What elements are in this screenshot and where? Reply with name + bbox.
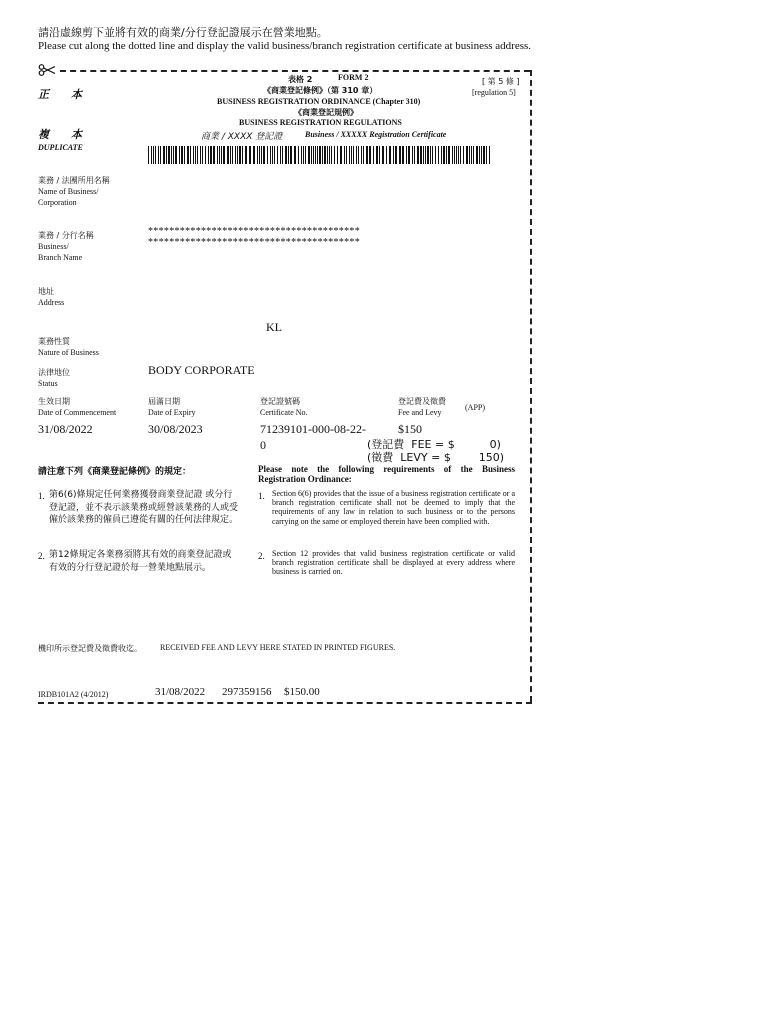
barcode-bar — [259, 146, 260, 164]
commence-label-en: Date of Commencement — [38, 408, 117, 417]
status-label-en: Status — [38, 379, 58, 388]
barcode-bar — [430, 146, 431, 164]
barcode-bar — [242, 146, 243, 164]
fee-line: (登記費 FEE = $ 0) — [367, 438, 501, 451]
barcode-bar — [427, 146, 429, 164]
notes-heading-zh: 請注意下列《商業登記條例》的規定： — [38, 467, 192, 477]
commence-value: 31/08/2022 — [38, 422, 93, 436]
barcode-bar — [356, 146, 357, 164]
barcode-bar — [160, 146, 161, 164]
note-zh-1-num: 1. — [38, 491, 45, 501]
barcode-bar — [261, 146, 262, 164]
barcode-bar — [249, 146, 251, 164]
nature-label-en: Nature of Business — [38, 348, 99, 357]
receipt-date: 31/08/2022 — [155, 686, 206, 698]
barcode-bar — [155, 146, 156, 164]
name-label-en-2: Corporation — [38, 198, 77, 207]
barcode-bar — [423, 146, 424, 164]
barcode-bar — [219, 146, 220, 164]
note-zh-2-text: 第12條規定各業務須將其有效的商業登記證或有效的分行登記證於每一營業地點展示。 — [49, 550, 232, 573]
barcode-bar — [173, 146, 174, 164]
branch-label-zh: 業務 / 分行名稱 — [38, 231, 94, 240]
barcode-bar — [366, 146, 368, 164]
barcode-bar — [344, 146, 345, 164]
barcode-bar — [230, 146, 231, 164]
original-label: 正 本 — [38, 88, 82, 101]
barcode-bar — [393, 146, 394, 164]
barcode-bar — [346, 146, 347, 164]
barcode-bar — [483, 146, 485, 164]
note-zh-2-num: 2. — [38, 551, 45, 561]
barcode-bar — [361, 146, 362, 164]
fee-app-label: (APP) — [465, 403, 486, 412]
barcode-bar — [313, 146, 314, 164]
barcode-bar — [213, 146, 215, 164]
barcode-bar — [319, 146, 321, 164]
expiry-label-en: Date of Expiry — [148, 408, 196, 417]
barcode-bar — [435, 146, 436, 164]
note-en-1-text: Section 6(6) provides that the issue of a business registration certificate or a branch registration certificate shall not be deemed to imply that the requirements of any law in relation to such business or to the persons carrying on the same or employed therein have been complied with. — [272, 489, 515, 526]
barcode-bar — [239, 146, 241, 164]
address-label-en: Address — [38, 298, 65, 307]
barcode-bar — [223, 146, 225, 164]
barcode-bar — [305, 146, 306, 164]
barcode-bar — [402, 146, 404, 164]
barcode-bar — [263, 146, 265, 164]
barcode-bar — [448, 146, 450, 164]
receipt-number: 297359156 — [222, 686, 272, 698]
barcode-bar — [414, 146, 415, 164]
branch-value-1: **************************************** — [148, 226, 360, 237]
note-zh-1-text: 第6(6)條規定任何業務獲發商業登記證 或分行登記證，並不表示該業務或經營該業務的人或受僱於該業務的僱員已遵從有關的任何法律規定。 — [49, 490, 239, 526]
note-en-2-num: 2. — [258, 551, 265, 561]
address-label-zh: 地址 — [38, 287, 54, 296]
barcode-bar — [337, 146, 338, 164]
received-en: RECEIVED FEE AND LEVY HERE STATED IN PRINTED FIGURES. — [160, 643, 396, 652]
barcode-bar — [489, 146, 490, 164]
barcode-bar — [202, 146, 203, 164]
barcode-bar — [466, 146, 468, 164]
barcode-bar — [317, 146, 318, 164]
note-en-1-num: 1. — [258, 491, 265, 501]
barcode-bar — [425, 146, 426, 164]
cert-no-label-en: Certificate No. — [260, 408, 308, 417]
barcode-bar — [369, 146, 371, 164]
barcode-bar — [221, 146, 222, 164]
barcode-bar — [382, 146, 384, 164]
barcode-bar — [303, 146, 304, 164]
barcode-bar — [200, 146, 201, 164]
barcode-bar — [486, 146, 487, 164]
barcode-bar — [190, 146, 191, 164]
barcode-bar — [471, 146, 472, 164]
barcode-bar — [253, 146, 255, 164]
barcode-bar — [395, 146, 397, 164]
barcode-bar — [232, 146, 233, 164]
levy-line: (徵費 LEVY = $ 150) — [367, 451, 505, 464]
barcode-bar — [245, 146, 247, 164]
barcode-bar — [285, 146, 287, 164]
cut-line-top — [60, 70, 530, 72]
receipt-amount: $150.00 — [284, 686, 320, 698]
barcode-bar — [274, 146, 275, 164]
notes-heading-en: Please note the following requirements of the Business Registration Ordinance: — [258, 464, 515, 485]
regulation-ref-zh: [ 第 5 條 ] — [482, 77, 520, 86]
fee-label-en: Fee and Levy — [398, 408, 442, 417]
barcode-bar — [476, 146, 478, 164]
expiry-label-zh: 屆滿日期 — [148, 397, 180, 406]
instruction-en: Please cut along the dotted line and display the valid business/branch registration certificate at business address. — [38, 40, 532, 52]
expiry-value: 30/08/2023 — [148, 422, 203, 436]
barcode-bar — [290, 146, 292, 164]
barcode-bar — [460, 146, 461, 164]
barcode-bar — [454, 146, 455, 164]
barcode-bar — [298, 146, 299, 164]
barcode-bar — [353, 146, 354, 164]
cert-no-value-1: 71239101-000-08-22- — [260, 422, 366, 436]
barcode-bar — [217, 146, 218, 164]
barcode-bar — [181, 146, 183, 164]
regulation-ref-en: [regulation 5] — [472, 88, 516, 97]
regulations-en: BUSINESS REGISTRATION REGULATIONS — [239, 118, 402, 127]
barcode-bar — [458, 146, 459, 164]
barcode-bar — [175, 146, 177, 164]
barcode-bar — [280, 146, 281, 164]
barcode-bar — [171, 146, 172, 164]
barcode-bar — [376, 146, 378, 164]
barcode-bar — [311, 146, 312, 164]
barcode-bar — [315, 146, 316, 164]
nature-label-zh: 業務性質 — [38, 337, 70, 346]
barcode-bar — [235, 146, 236, 164]
barcode-bar — [294, 146, 296, 164]
barcode-bar — [408, 146, 410, 164]
barcode-bar — [473, 146, 474, 164]
barcode-bar — [322, 146, 323, 164]
barcode-bar — [456, 146, 457, 164]
barcode-bar — [272, 146, 273, 164]
barcode-bar — [166, 146, 167, 164]
barcode-bar — [432, 146, 433, 164]
cut-line-right — [530, 70, 532, 702]
barcode-bar — [153, 146, 154, 164]
scissors-icon — [38, 64, 56, 76]
barcode-bar — [187, 146, 189, 164]
barcode-bar — [329, 146, 330, 164]
cert-title-zh: 商業 / XXXX 登記證 — [201, 132, 283, 142]
instruction-zh: 請沿虛線剪下並將有效的商業/分行登記證展示在營業地點。 — [38, 26, 328, 39]
cert-no-label-zh: 登記證號碼 — [260, 397, 300, 406]
commence-label-zh: 生效日期 — [38, 397, 70, 406]
barcode-bar — [227, 146, 229, 164]
barcode-bar — [351, 146, 352, 164]
fee-label-zh: 登記費及徵費 — [398, 397, 446, 406]
barcode-bar — [438, 146, 439, 164]
cert-no-value-2: 0 — [260, 438, 266, 452]
name-label-en-1: Name of Business/ — [38, 187, 99, 196]
cut-line-bottom — [38, 702, 532, 704]
barcode-bar — [179, 146, 180, 164]
barcode-bar — [301, 146, 302, 164]
barcode-bar — [210, 146, 212, 164]
barcode-bar — [195, 146, 196, 164]
barcode-bar — [469, 146, 470, 164]
form-label-zh: 表格 2 — [288, 75, 313, 84]
barcode-bar — [205, 146, 206, 164]
barcode-bar — [443, 146, 445, 164]
barcode-bar — [452, 146, 453, 164]
received-zh: 機印所示登記費及徵費收迄。 — [38, 644, 142, 653]
barcode-bar — [308, 146, 310, 164]
barcode-bar — [463, 146, 464, 164]
barcode-bar — [363, 146, 364, 164]
status-value: BODY CORPORATE — [148, 363, 255, 377]
barcode-bar — [257, 146, 258, 164]
branch-label-en-2: Branch Name — [38, 253, 83, 262]
barcode-bar — [288, 146, 289, 164]
barcode-bar — [481, 146, 482, 164]
ordinance-zh: 《商業登記條例》（第 310 章） — [263, 86, 378, 95]
address-value: KL — [266, 320, 282, 334]
barcode-bar — [282, 146, 283, 164]
barcode-bar — [277, 146, 278, 164]
barcode-bar — [340, 146, 342, 164]
fee-value: $150 — [398, 422, 422, 436]
branch-value-2: **************************************** — [148, 237, 360, 248]
barcode-bar — [270, 146, 271, 164]
barcode-bar — [420, 146, 422, 164]
barcode-bar — [334, 146, 335, 164]
status-label-zh: 法律地位 — [38, 368, 70, 377]
barcode-bar — [379, 146, 380, 164]
barcode-bar — [331, 146, 332, 164]
barcode-bar — [479, 146, 480, 164]
name-label-zh: 業務 / 法團所用名稱 — [38, 176, 110, 185]
barcode-bar — [184, 146, 185, 164]
barcode-bar — [349, 146, 350, 164]
barcode-bar — [158, 146, 159, 164]
barcode-bar — [412, 146, 413, 164]
form-code: IRDB101A2 (4/2012) — [38, 690, 109, 699]
form-label-en: FORM 2 — [338, 73, 369, 82]
barcode-bar — [417, 146, 419, 164]
regulations-zh: 《商業登記規例》 — [294, 108, 358, 117]
barcode-bar — [386, 146, 387, 164]
barcode-bar — [406, 146, 407, 164]
duplicate-label: DUPLICATE — [38, 143, 83, 152]
barcode-bar — [208, 146, 209, 164]
barcode-bar — [324, 146, 326, 164]
cert-title-en: Business / XXXXX Registration Certificate — [305, 130, 447, 139]
note-en-2-text: Section 12 provides that valid business registration certificate or valid branch registration certificate shall be displayed at every address where business is carried on. — [272, 549, 515, 577]
branch-label-en-1: Business/ — [38, 242, 69, 251]
barcode-bar — [151, 146, 152, 164]
barcode-bar — [197, 146, 198, 164]
barcode-bar — [148, 146, 149, 164]
barcode-bar — [399, 146, 401, 164]
barcode-bar — [446, 146, 447, 164]
barcode-bar — [267, 146, 268, 164]
copy-label: 複 本 — [38, 128, 82, 141]
barcode-bar — [389, 146, 391, 164]
barcode-bar — [327, 146, 328, 164]
barcode-bar — [373, 146, 374, 164]
barcode-bar — [163, 146, 165, 164]
barcode-bar — [358, 146, 359, 164]
barcode-bar — [441, 146, 442, 164]
barcode — [148, 146, 490, 164]
barcode-bar — [237, 146, 238, 164]
barcode-bar — [193, 146, 194, 164]
barcode-bar — [168, 146, 170, 164]
ordinance-en: BUSINESS REGISTRATION ORDINANCE (Chapter 310) — [217, 97, 421, 106]
